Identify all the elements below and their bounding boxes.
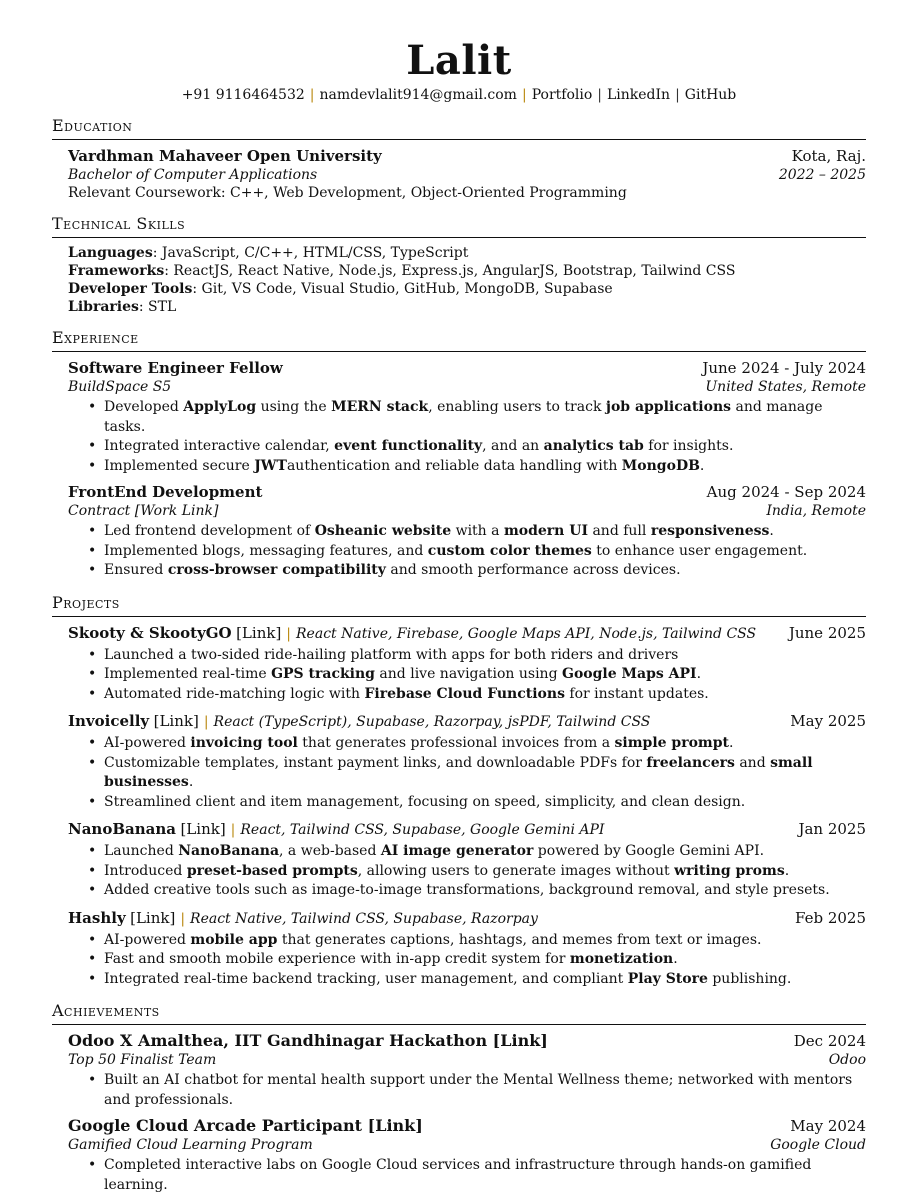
bullet-text: for instant updates. xyxy=(564,685,709,702)
experience-entry xyxy=(52,482,866,581)
bullet-text: Customizable templates, instant payment links, and downloadable PDFs for xyxy=(104,754,647,771)
bullet-emphasis: monetization xyxy=(569,951,674,967)
skill-value: : STL xyxy=(138,299,177,315)
job-company: Contract [Work Link] xyxy=(68,503,219,519)
project-link[interactable]: [Link] xyxy=(130,908,176,927)
education-section xyxy=(52,116,866,202)
bullet-item xyxy=(88,542,866,562)
coursework: Relevant Coursework: C++, Web Development, Object-Oriented Programming xyxy=(68,185,627,201)
linkedin-link[interactable]: LinkedIn xyxy=(607,87,671,103)
separator: | xyxy=(180,910,186,927)
bullet-item xyxy=(88,1156,866,1195)
bullet-item xyxy=(88,685,866,705)
bullet-text: Launched a two-sided ride-hailing platform with apps for both riders and drivers xyxy=(104,646,679,663)
job-dates: June 2024 - July 2024 xyxy=(702,359,866,377)
bullet-text: with a xyxy=(451,523,504,539)
bullet-text: and manage tasks. xyxy=(104,399,823,435)
bullet-text: . xyxy=(729,735,734,751)
bullet-text: Built an AI chatbot for mental health support under the Mental Wellness theme; networked with mentors and professionals. xyxy=(104,1072,853,1108)
achievement-sub: Gamified Cloud Learning Program xyxy=(68,1137,313,1153)
bullet-emphasis: freelancers xyxy=(646,754,735,771)
experience-entry xyxy=(52,358,866,476)
skills-list xyxy=(52,244,866,316)
bullet-text: , a web-based xyxy=(279,843,381,859)
bullet-emphasis: ApplyLog xyxy=(183,399,257,415)
education-entry xyxy=(52,146,866,202)
achievement-bullets xyxy=(68,1071,866,1110)
separator: | xyxy=(309,87,315,103)
achievement-org: Google Cloud xyxy=(770,1137,866,1153)
project-link[interactable]: [Link] xyxy=(180,820,226,838)
bullet-emphasis: Osheanic website xyxy=(314,523,452,539)
bullet-text: Fast and smooth mobile experience with in-app credit system for xyxy=(104,951,570,967)
bullet-text: Led frontend development of xyxy=(104,523,315,539)
bullet-text: AI-powered xyxy=(104,735,191,751)
skill-row xyxy=(68,262,866,280)
bullet-item xyxy=(88,734,866,754)
section-title-projects: Projects xyxy=(52,593,866,617)
portfolio-link[interactable]: Portfolio xyxy=(531,87,593,103)
project-date: Feb 2025 xyxy=(794,908,866,927)
bullet-item xyxy=(88,931,866,951)
bullet-item xyxy=(88,437,866,457)
github-link[interactable]: GitHub xyxy=(684,87,737,103)
bullet-text: . xyxy=(699,457,705,474)
bullet-item xyxy=(88,970,866,990)
bullet-item xyxy=(88,398,866,437)
bullet-item xyxy=(88,950,866,970)
project-name: Invoicelly xyxy=(68,712,150,730)
bullet-item xyxy=(88,1071,866,1110)
separator: | xyxy=(521,87,527,103)
bullet-item xyxy=(88,561,866,581)
bullet-item xyxy=(88,842,866,862)
bullet-emphasis: event functionality xyxy=(334,438,483,454)
bullet-item xyxy=(88,862,866,882)
skill-label: Frameworks xyxy=(68,263,165,279)
project-bullets xyxy=(68,842,866,901)
bullet-text: for insights. xyxy=(643,438,734,454)
bullet-text: . xyxy=(784,862,790,879)
section-title-education: Education xyxy=(52,116,866,140)
bullet-emphasis: Play Store xyxy=(627,970,708,987)
bullet-text: Introduced xyxy=(104,862,187,879)
achievement-entry xyxy=(52,1116,866,1195)
job-location: United States, Remote xyxy=(705,379,866,395)
school-name: Vardhman Mahaveer Open University xyxy=(68,147,382,165)
education-dates: 2022 – 2025 xyxy=(778,167,866,183)
bullet-text: , enabling users to track xyxy=(428,399,606,415)
bullet-emphasis: preset-based prompts xyxy=(186,862,358,879)
contact-line xyxy=(52,86,866,104)
bullet-text: Implemented secure xyxy=(104,457,255,474)
bullet-item xyxy=(88,665,866,685)
section-title-achievements: Achievements xyxy=(52,1001,866,1025)
bullet-text: using the xyxy=(256,399,332,415)
bullet-text: to enhance user engagement. xyxy=(591,542,808,559)
school-location: Kota, Raj. xyxy=(791,147,866,165)
bullet-text: Integrated interactive calendar, xyxy=(104,438,335,454)
achievement-org: Odoo xyxy=(828,1052,866,1068)
bullet-text: that generates captions, hashtags, and memes from text or images. xyxy=(277,931,762,948)
bullet-emphasis: MERN stack xyxy=(331,399,429,415)
bullet-emphasis: mobile app xyxy=(190,931,278,948)
bullet-text: Implemented blogs, messaging features, and xyxy=(104,542,428,559)
phone-number: +91 9116464532 xyxy=(181,87,305,103)
job-location: India, Remote xyxy=(766,503,866,519)
project-link[interactable]: [Link] xyxy=(236,623,282,642)
bullet-text: and full xyxy=(588,523,651,539)
degree: Bachelor of Computer Applications xyxy=(68,167,318,183)
job-role: Software Engineer Fellow xyxy=(68,359,283,377)
bullet-text: and xyxy=(734,754,771,771)
project-date: June 2025 xyxy=(788,623,866,642)
bullet-text: Completed interactive labs on Google Cloud services and infrastructure through hands-on gamified learning. xyxy=(104,1157,812,1193)
skills-section xyxy=(52,214,866,316)
section-title-skills: Technical Skills xyxy=(52,214,866,238)
bullet-text: Ensured xyxy=(104,562,168,578)
project-tech: React Native, Firebase, Google Maps API, Node.js, Tailwind CSS xyxy=(296,625,757,642)
bullet-emphasis: custom color themes xyxy=(427,542,592,559)
project-tech: React, Tailwind CSS, Supabase, Google Gemini API xyxy=(240,822,605,838)
bullet-emphasis: invoicing tool xyxy=(190,735,298,751)
bullet-text: and live navigation using xyxy=(374,666,562,682)
bullet-item xyxy=(88,522,866,542)
job-dates: Aug 2024 - Sep 2024 xyxy=(706,483,866,501)
projects-section xyxy=(52,593,866,990)
bullet-text: and smooth performance across devices. xyxy=(385,562,681,578)
bullet-item xyxy=(88,754,866,793)
bullet-emphasis: cross-browser compatibility xyxy=(167,562,386,578)
bullet-emphasis: simple prompt xyxy=(614,735,730,751)
project-date: Jan 2025 xyxy=(798,820,866,838)
bullet-text: AI-powered xyxy=(104,931,191,948)
achievements-section xyxy=(52,1001,866,1195)
achievement-name: Google Cloud Arcade Participant [Link] xyxy=(68,1116,423,1135)
bullet-text: powered by Google Gemini API. xyxy=(533,843,765,859)
bullet-emphasis: MongoDB xyxy=(621,457,700,474)
skill-value: : ReactJS, React Native, Node.js, Express.js, AngularJS, Bootstrap, Tailwind CSS xyxy=(164,263,736,279)
bullet-emphasis: responsiveness xyxy=(650,523,770,539)
email-link[interactable]: namdevlalit914@gmail.com xyxy=(319,87,517,103)
project-name: NanoBanana xyxy=(68,820,176,838)
skill-row xyxy=(68,298,866,316)
bullet-text: . xyxy=(188,774,194,790)
bullet-text: , allowing users to generate images without xyxy=(357,862,675,879)
skill-label: Developer Tools xyxy=(68,281,193,297)
job-bullets xyxy=(68,398,866,476)
skill-label: Libraries xyxy=(68,299,139,315)
skill-row xyxy=(68,244,866,262)
bullet-emphasis: job applications xyxy=(605,399,732,415)
bullet-text: , and an xyxy=(482,438,544,454)
project-tech: React (TypeScript), Supabase, Razorpay, jsPDF, Tailwind CSS xyxy=(213,714,651,730)
bullet-text: that generates professional invoices from a xyxy=(297,735,615,751)
section-title-experience: Experience xyxy=(52,328,866,352)
separator: | xyxy=(675,87,680,103)
bullet-emphasis: AI image generator xyxy=(380,843,534,859)
skill-label: Languages xyxy=(68,245,153,261)
skill-value: : Git, VS Code, Visual Studio, GitHub, MongoDB, Supabase xyxy=(192,281,613,297)
experience-section xyxy=(52,328,866,581)
job-role: FrontEnd Development xyxy=(68,483,263,501)
bullet-emphasis: analytics tab xyxy=(543,438,644,454)
candidate-name: Lalit xyxy=(406,37,512,84)
bullet-emphasis: modern UI xyxy=(503,523,588,539)
separator: | xyxy=(230,822,236,838)
project-entry xyxy=(52,623,866,705)
project-bullets xyxy=(68,734,866,812)
bullet-text: authentication and reliable data handling with xyxy=(286,457,622,474)
project-link[interactable]: [Link] xyxy=(153,712,199,730)
bullet-text: . xyxy=(696,666,702,682)
bullet-emphasis: NanoBanana xyxy=(178,843,280,859)
project-entry xyxy=(52,908,866,990)
bullet-emphasis: Firebase Cloud Functions xyxy=(364,685,565,702)
job-bullets xyxy=(68,522,866,581)
separator: | xyxy=(203,714,209,730)
project-date: May 2025 xyxy=(790,712,866,730)
skill-row xyxy=(68,280,866,298)
skill-value: : JavaScript, C/C++, HTML/CSS, TypeScript xyxy=(152,245,469,261)
bullet-emphasis: JWT xyxy=(254,457,287,474)
project-entry xyxy=(52,819,866,901)
achievement-entry xyxy=(52,1031,866,1110)
bullet-text: Automated ride-matching logic with xyxy=(104,685,365,702)
achievement-date: Dec 2024 xyxy=(793,1032,866,1050)
bullet-emphasis: Google Maps API xyxy=(561,666,697,682)
project-bullets xyxy=(68,646,866,705)
project-bullets xyxy=(68,931,866,990)
achievement-sub: Top 50 Finalist Team xyxy=(68,1052,217,1068)
project-name: Skooty & SkootyGO xyxy=(68,623,232,642)
project-tech: React Native, Tailwind CSS, Supabase, Razorpay xyxy=(190,910,538,927)
bullet-text: Launched xyxy=(104,843,179,859)
project-name: Hashly xyxy=(68,908,126,927)
bullet-emphasis: GPS tracking xyxy=(271,666,375,682)
bullet-text: Streamlined client and item management, focusing on speed, simplicity, and clean design. xyxy=(104,793,746,810)
bullet-emphasis: writing proms xyxy=(674,862,785,879)
bullet-text: . xyxy=(673,951,678,967)
bullet-text: Developed xyxy=(104,399,184,415)
job-company: BuildSpace S5 xyxy=(68,379,172,395)
bullet-emphasis: small businesses xyxy=(104,754,813,790)
bullet-item xyxy=(88,457,866,477)
achievement-bullets xyxy=(68,1156,866,1195)
bullet-item xyxy=(88,881,866,901)
separator: | xyxy=(597,87,602,103)
bullet-text: publishing. xyxy=(707,970,792,987)
achievement-name: Odoo X Amalthea, IIT Gandhinagar Hackathon [Link] xyxy=(68,1031,548,1050)
bullet-item xyxy=(88,793,866,813)
bullet-text: Integrated real-time backend tracking, user management, and compliant xyxy=(104,970,628,987)
bullet-text: Added creative tools such as image-to-image transformations, background removal, and style presets. xyxy=(104,882,830,898)
bullet-text: . xyxy=(769,523,774,539)
project-entry xyxy=(52,711,866,812)
achievement-date: May 2024 xyxy=(790,1117,866,1135)
separator: | xyxy=(286,625,292,642)
bullet-item xyxy=(88,646,866,666)
bullet-text: Implemented real-time xyxy=(104,666,272,682)
